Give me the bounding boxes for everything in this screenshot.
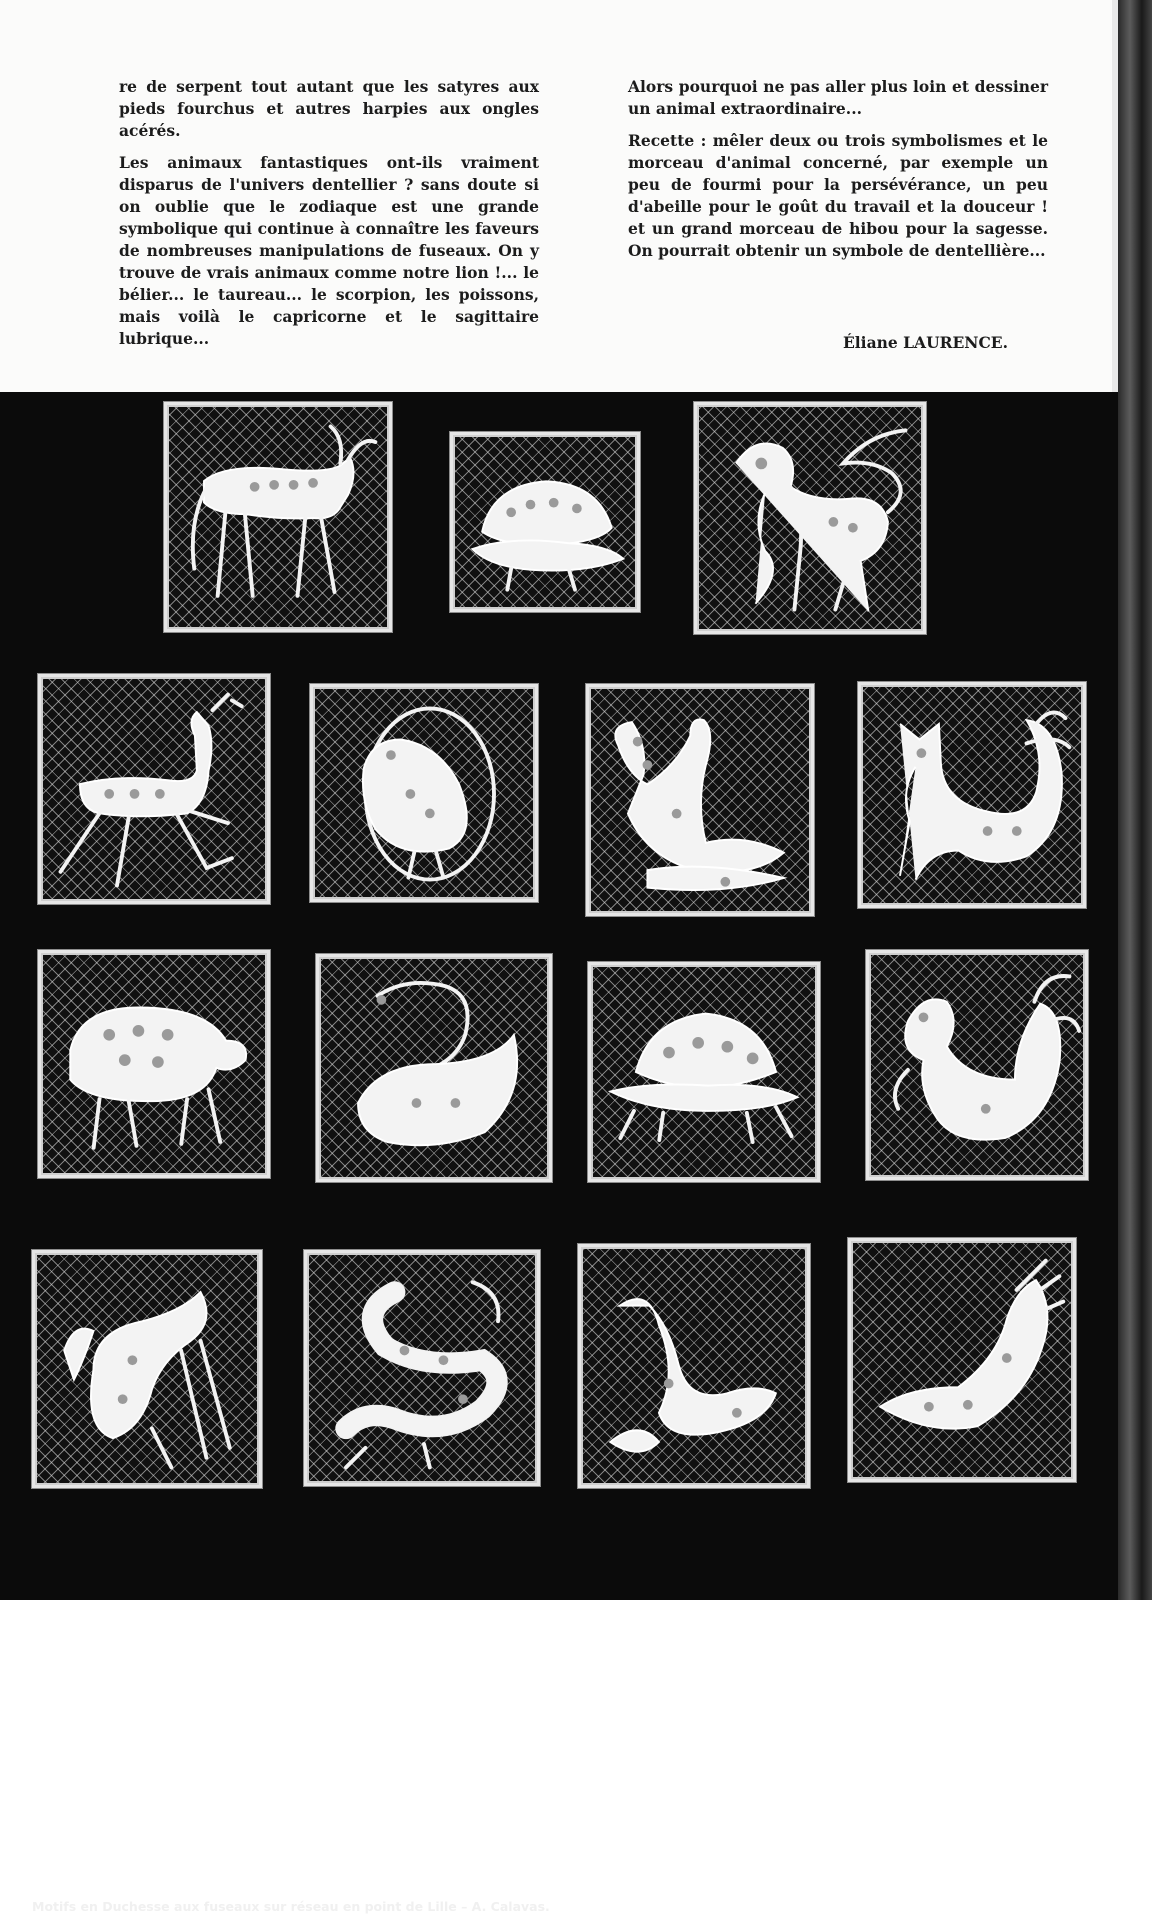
photo-caption: Motifs en Duchesse aux fuseaux sur réseau en point de Lille – A. Calavas. bbox=[32, 1899, 550, 1914]
quail-motif-icon bbox=[313, 687, 535, 899]
lace-photograph bbox=[0, 392, 1118, 1914]
salamander-motif-icon bbox=[307, 1253, 537, 1483]
lace-motif-quail bbox=[310, 684, 538, 902]
author-signature: Éliane LAURENCE. bbox=[842, 333, 1008, 352]
chimera-motif-icon bbox=[861, 685, 1083, 905]
lace-motif-peacock bbox=[586, 684, 814, 916]
left-paragraph-1: re de serpent tout autant que les satyres aux pieds fourchus et autres harpies aux ongles acérés. bbox=[119, 77, 539, 140]
tortoise-motif-icon bbox=[591, 965, 817, 1179]
right-paragraph-2: Recette : mêler deux ou trois symbolismes et le morceau d'animal concerné, par exemple un peu de fourmi pour la persévérance, un peu d'abeille pour le goût du travail et la douceur ! et un grand morceau de hibou pour la sagesse. On pourrait obtenir un symbole de dentellière... bbox=[628, 131, 1048, 260]
lace-motif-lobster bbox=[32, 1250, 262, 1488]
lobster-motif-icon bbox=[35, 1253, 259, 1485]
lace-motif-bird bbox=[848, 1238, 1076, 1482]
lace-motif-tortoise bbox=[588, 962, 820, 1182]
goat-motif-icon bbox=[167, 405, 389, 629]
sheep-motif-icon bbox=[41, 953, 267, 1175]
article-left-column bbox=[119, 76, 539, 360]
lace-motif-hedgehog bbox=[450, 432, 640, 612]
fish-motif-icon bbox=[581, 1247, 807, 1485]
left-paragraph-2: Les animaux fantastiques ont-ils vraiment disparus de l'univers dentellier ? sans doute si on oublie que le zodiaque est une grande symbolique qui continue à connaître les faveurs de nombreuses manipulations de fuseaux. On y trouve de vrais animaux comme notre lion !... le bélier... le taureau... le scorpion, les poissons, mais voilà le capricorne et le sagittaire lubrique... bbox=[119, 153, 539, 348]
rooster-motif-icon bbox=[869, 953, 1085, 1177]
peacock-motif-icon bbox=[589, 687, 811, 913]
lace-motif-deer bbox=[38, 674, 270, 904]
lion-motif-icon bbox=[697, 405, 923, 631]
lace-motif-sheep bbox=[38, 950, 270, 1178]
deer-motif-icon bbox=[41, 677, 267, 901]
article-text-area bbox=[0, 0, 1118, 392]
lace-motif-swan bbox=[316, 954, 552, 1182]
right-paragraph-1: Alors pourquoi ne pas aller plus loin et dessiner un animal extraordinaire... bbox=[628, 77, 1048, 118]
page-edge bbox=[1118, 0, 1152, 1600]
lace-motif-goat bbox=[164, 402, 392, 632]
bird-motif-icon bbox=[851, 1241, 1073, 1479]
lace-motif-salamander bbox=[304, 1250, 540, 1486]
lace-motif-lion bbox=[694, 402, 926, 634]
article-right-column bbox=[628, 76, 1048, 272]
lace-motif-fish bbox=[578, 1244, 810, 1488]
hedgehog-motif-icon bbox=[453, 435, 637, 609]
swan-motif-icon bbox=[319, 957, 549, 1179]
lace-motif-chimera bbox=[858, 682, 1086, 908]
lace-motif-rooster bbox=[866, 950, 1088, 1180]
